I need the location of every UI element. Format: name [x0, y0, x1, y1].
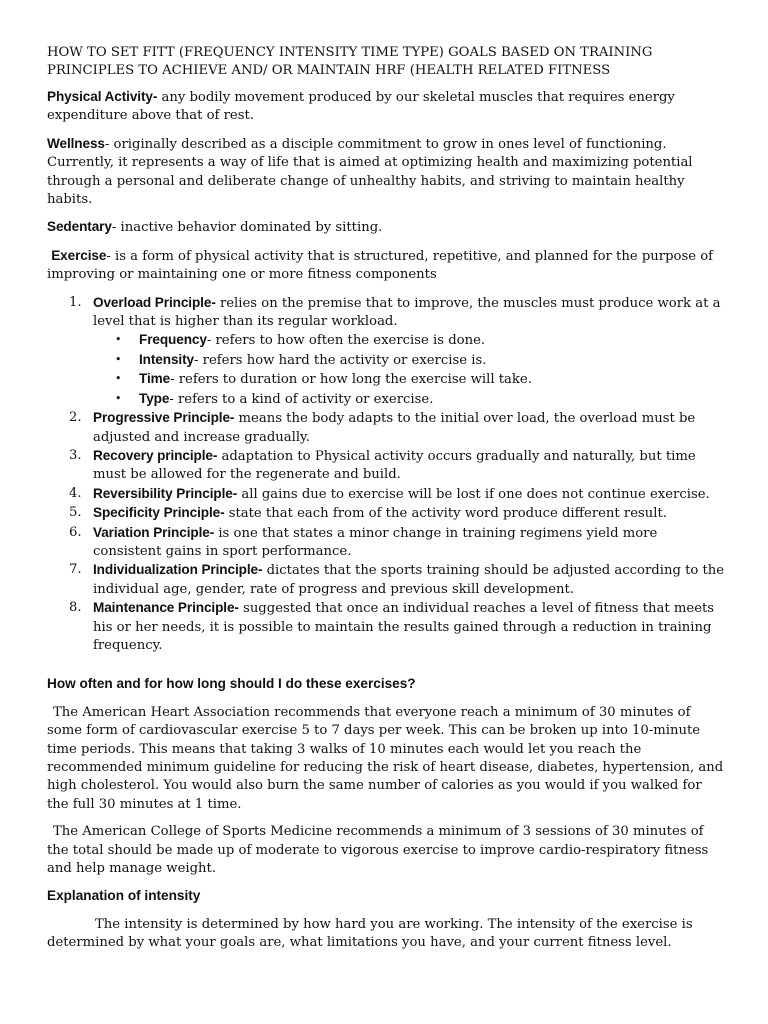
list-number: 5.	[69, 505, 82, 521]
fitt-list	[93, 331, 727, 409]
list-number: 3.	[69, 447, 82, 463]
principle-item	[47, 561, 727, 599]
principle-text: suggested that once an individual reaches a level of fitness that meets his or her needs, it is possible to maintain the results gained through a reduction in training frequency.	[93, 601, 715, 653]
principle-text: dictates that the sports training should be adjusted according to the individual age, gender, rate of progress and previous skill development.	[93, 563, 725, 597]
principle-text: means the body adapts to the initial over load, the overload must be adjusted and increase gradually.	[93, 411, 696, 445]
document-page	[47, 44, 727, 962]
principle-term: Reversibility Principle-	[93, 485, 238, 501]
bullet-icon: •	[115, 391, 122, 405]
list-number: 6.	[69, 524, 82, 540]
aha-paragraph: The American Heart Association recommends that everyone reach a minimum of 30 minutes of some form of cardiovascular exercise 5 to 7 days per week. This can be broken up into 10-minute time periods. This means that taking 3 walks of 10 minutes each would let you reach the recommended minimum guideline for reducing the risk of heart disease, diabetes, hypertension, and high cholesterol. You would also burn the same number of calories as you would if you walked for the full 30 minutes at 1 time.	[47, 704, 724, 812]
list-number: 8.	[69, 600, 82, 616]
list-number: 4.	[69, 485, 82, 501]
training-principles-list	[47, 294, 727, 656]
principle-item	[47, 485, 727, 504]
document-title: HOW TO SET FITT (FREQUENCY INTENSITY TIME TYPE) GOALS BASED ON TRAINING PRINCIPLES TO ACHIEVE AND/ OR MAINTAIN HRF (HEALTH RELATED FITNESS	[47, 45, 653, 78]
principle-item	[47, 599, 727, 655]
term-label: Wellness	[47, 135, 105, 151]
fitt-text: - refers to how often the exercise is done.	[206, 333, 486, 349]
term-label: Sedentary	[47, 219, 112, 235]
bullet-icon: •	[115, 352, 122, 366]
principle-item	[47, 447, 727, 485]
fitt-text: - refers how hard the activity or exercise is.	[194, 352, 487, 368]
definition-wellness	[47, 135, 727, 210]
section-heading-how-often: How often and for how long should I do these exercises?	[47, 676, 416, 692]
fitt-item	[93, 331, 727, 350]
bullet-icon: •	[115, 372, 122, 386]
term-label: Physical Activity-	[47, 89, 158, 104]
principle-term: Variation Principle-	[93, 524, 215, 540]
definition-text: any bodily movement produced by our skeletal muscles that requires energy expenditure above that of rest.	[47, 90, 675, 124]
principle-term: Recovery principle-	[93, 447, 218, 463]
principle-item	[47, 409, 727, 447]
fitt-text: - refers to a kind of activity or exercise.	[169, 391, 434, 407]
principle-term: Maintenance Principle-	[93, 600, 239, 616]
principle-term: Specificity Principle-	[93, 505, 225, 521]
definition-text: - inactive behavior dominated by sitting.	[111, 220, 383, 236]
bullet-icon: •	[115, 333, 122, 347]
principle-term: Overload Principle-	[93, 294, 216, 310]
fitt-term: Intensity	[139, 351, 194, 367]
principle-text: state that each from of the activity word produce different result.	[224, 506, 667, 522]
fitt-term: Frequency	[139, 332, 207, 348]
principle-text: all gains due to exercise will be lost if one does not continue exercise.	[237, 486, 710, 502]
definition-text: - originally described as a disciple commitment to grow in ones level of functioning. Currently, it represents a way of life that is aimed at optimizing health and maximizing potential through a personal and deliberate change of unhealthy habits, and striving to maintain healthy habits.	[47, 136, 693, 208]
definition-text: - is a form of physical activity that is structured, repetitive, and planned for the purpose of improving or maintaining one or more fitness components	[47, 248, 714, 283]
definition-sedentary	[47, 218, 727, 237]
intensity-paragraph: The intensity is determined by how hard you are working. The intensity of the exercise is determined by what your goals are, what limitations you have, and your current fitness level.	[47, 916, 693, 951]
term-label: Exercise	[51, 247, 107, 263]
principle-item	[47, 504, 727, 523]
principle-item	[47, 524, 727, 562]
principle-text: adaptation to Physical activity occurs gradually and naturally, but time must be allowed for the regenerate and build.	[93, 448, 696, 483]
section-heading-intensity: Explanation of intensity	[47, 888, 201, 904]
list-number: 7.	[69, 562, 82, 578]
fitt-term: Time	[139, 371, 171, 387]
definition-exercise	[47, 247, 727, 285]
acsm-paragraph: The American College of Sports Medicine recommends a minimum of 3 sessions of 30 minutes of the total should be made up of moderate to vigorous exercise to improve cardio-respiratory fitness and help manage weight.	[47, 824, 709, 877]
fitt-item	[93, 370, 727, 389]
principle-text: relies on the premise that to improve, the muscles must produce work at a level that is higher than its regular workload.	[93, 295, 721, 330]
definition-physical-activity	[47, 88, 727, 126]
list-number: 2.	[69, 410, 82, 426]
principle-item	[47, 294, 727, 409]
fitt-term: Type	[139, 390, 170, 406]
fitt-text: - refers to duration or how long the exercise will take.	[170, 372, 532, 388]
principle-term: Individualization Principle-	[93, 562, 263, 578]
principle-term: Progressive Principle-	[93, 410, 235, 426]
fitt-item	[93, 351, 727, 370]
fitt-item	[93, 390, 727, 409]
list-number: 1.	[69, 294, 82, 310]
principle-text: is one that states a minor change in training regimens yield more consistent gains in sport performance.	[93, 525, 658, 559]
